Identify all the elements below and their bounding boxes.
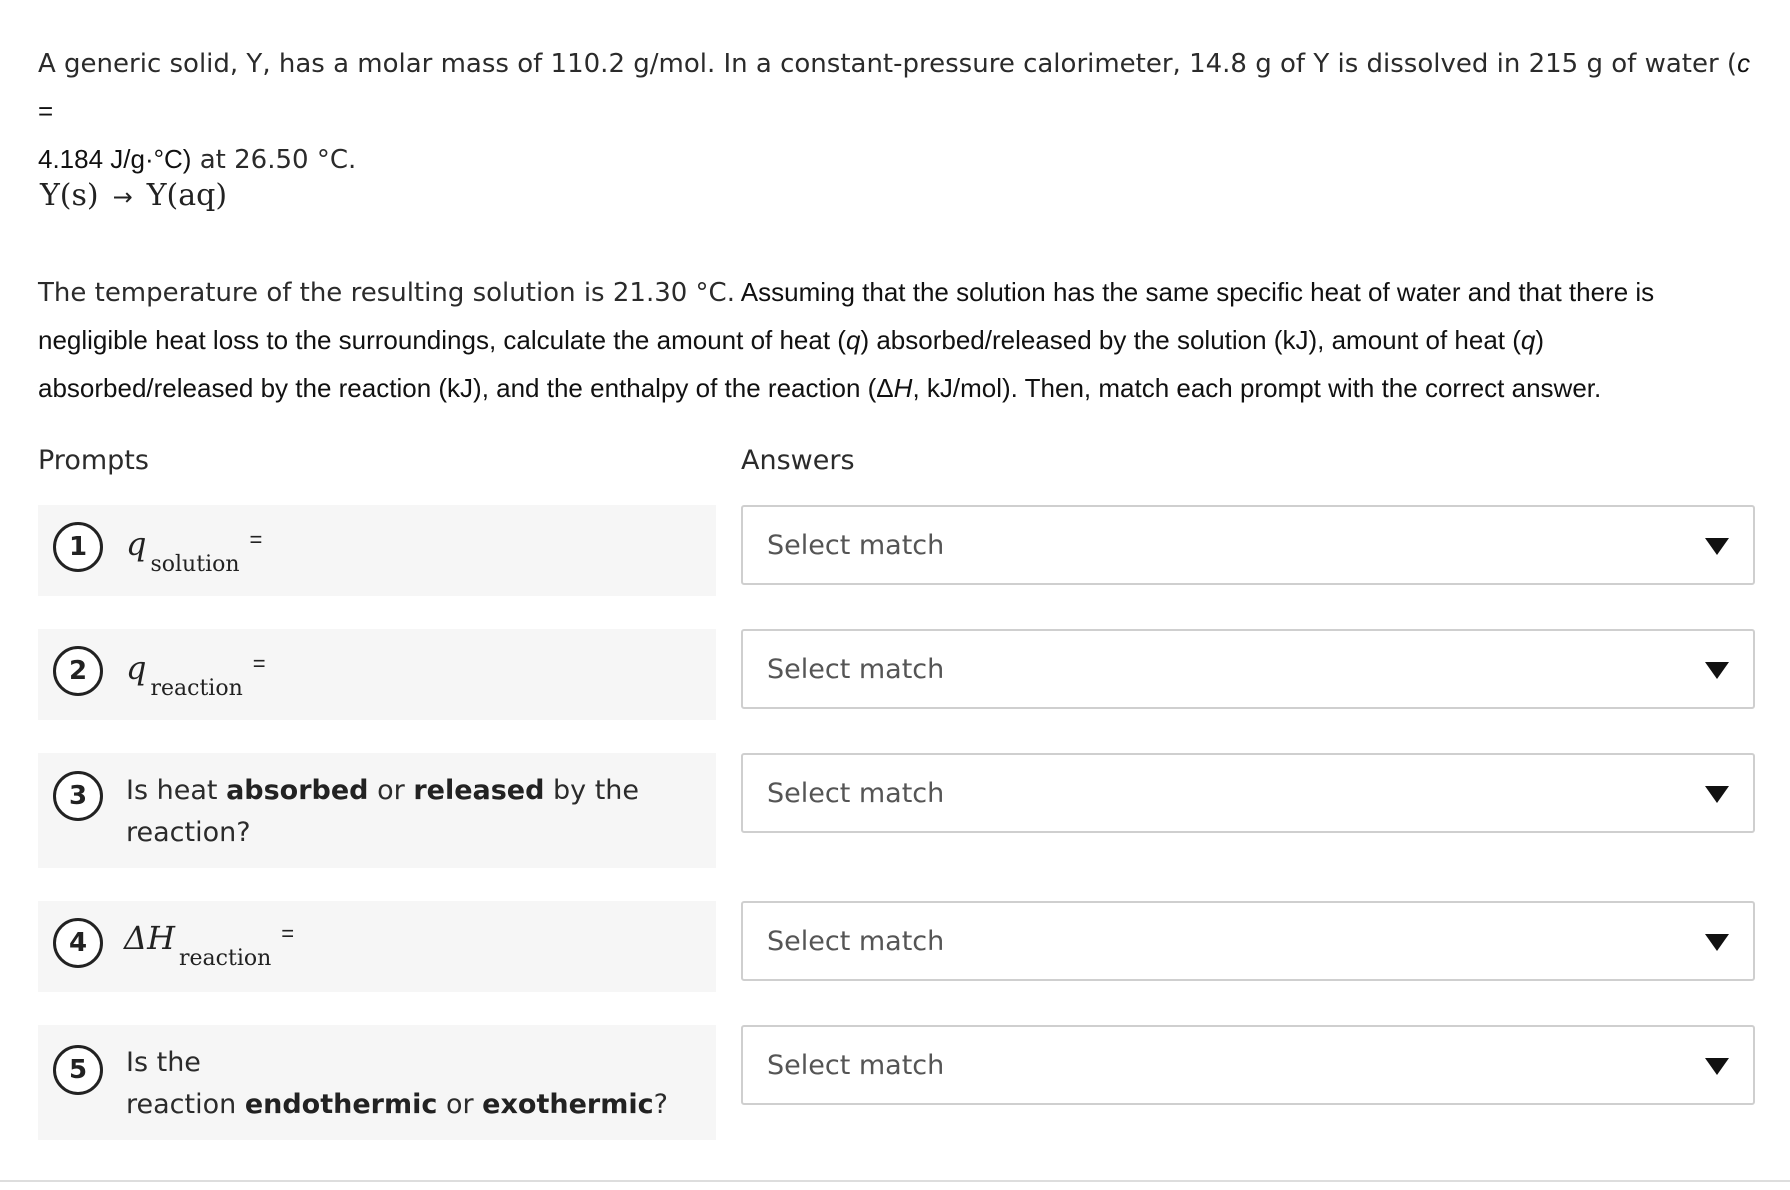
prompts-header: Prompts: [38, 445, 149, 476]
subscript: solution: [150, 552, 240, 577]
caret-down-icon: [1705, 538, 1729, 555]
enthalpy-symbol: H: [893, 373, 913, 403]
heat-symbol: q: [1520, 325, 1536, 355]
specific-heat-value: 4.184 J/g·°C): [38, 144, 192, 174]
equals-sign: =: [249, 527, 263, 552]
select-placeholder: Select match: [767, 653, 945, 685]
question-paragraph-2: [38, 269, 1758, 413]
select-placeholder: Select match: [767, 777, 945, 809]
bottom-divider: [0, 1180, 1790, 1182]
prompt-bold-text: released: [413, 775, 545, 806]
question-text-part: A generic solid, Y, has a molar mass of 110.2 g/mol. In a constant-pressure calorimeter, 14.8 g of Y is dissolved in 215 g of water (: [38, 49, 1738, 79]
heat-symbol: q: [845, 325, 861, 355]
select-placeholder: Select match: [767, 925, 945, 957]
caret-down-icon: [1705, 786, 1729, 803]
prompt-bold-text: absorbed: [226, 775, 369, 806]
equation-product: Y(aq): [146, 178, 228, 213]
prompt-text: Is heat: [126, 775, 227, 806]
caret-down-icon: [1705, 934, 1729, 951]
prompt-number-badge: 4: [53, 918, 103, 968]
prompt-3: [38, 753, 716, 868]
answer-select-5[interactable]: [741, 1025, 1755, 1105]
prompt-1: [38, 505, 716, 596]
select-placeholder: Select match: [767, 529, 945, 561]
question-text: [38, 40, 1758, 184]
prompt-5-text: [126, 1042, 668, 1126]
heat-symbol: q: [126, 525, 147, 563]
question-text-part: at 26.50 °C.: [191, 145, 357, 175]
answers-header: Answers: [741, 445, 855, 476]
prompt-number-badge: 3: [53, 771, 103, 821]
question-text-part: , kJ/mol). Then, match each prompt with the correct answer.: [912, 373, 1602, 403]
subscript: reaction: [150, 676, 243, 701]
equation-reactant: Y(s): [40, 178, 99, 213]
select-placeholder: Select match: [767, 1049, 945, 1081]
question-paragraph-1: [38, 40, 1758, 184]
prompt-1-expression: [126, 525, 263, 577]
prompt-5: [38, 1025, 716, 1140]
prompt-bold-text: endothermic: [244, 1089, 438, 1120]
prompt-text: reaction?: [126, 817, 251, 848]
question-text-part: Assuming that the solution has the same specific heat of water and that there is negligible heat loss to the surroundings, calculate the amount of heat (: [38, 277, 1655, 355]
question-text-part: =: [38, 96, 54, 126]
question-text-part: The temperature of the resulting solution is 21.30 °C.: [38, 278, 735, 308]
heat-symbol: q: [126, 649, 147, 687]
question-text-part: ) absorbed/released by the reaction (kJ), and the enthalpy of the reaction (Δ: [38, 325, 1545, 403]
answer-select-3[interactable]: [741, 753, 1755, 833]
prompt-text: or: [437, 1089, 483, 1120]
prompt-bold-text: exothermic: [482, 1089, 654, 1120]
prompt-number-badge: 5: [53, 1045, 103, 1095]
question-paragraph-2-text: [38, 269, 1758, 413]
prompt-text: by the: [544, 775, 640, 806]
enthalpy-symbol: ΔH: [124, 919, 176, 957]
prompt-3-text: [126, 770, 639, 854]
specific-heat-symbol: c: [1737, 48, 1751, 78]
answer-select-2[interactable]: [741, 629, 1755, 709]
question-text-part: ) absorbed/released by the solution (kJ), amount of heat (: [860, 325, 1521, 355]
answer-select-4[interactable]: [741, 901, 1755, 981]
reaction-arrow-icon: →: [112, 183, 133, 211]
prompt-4: [38, 901, 716, 992]
prompt-number-badge: 1: [53, 522, 103, 572]
subscript: reaction: [179, 946, 272, 971]
prompt-number-badge: 2: [53, 646, 103, 696]
reaction-equation: [40, 178, 227, 213]
prompt-text: ?: [653, 1089, 668, 1120]
prompt-2: [38, 629, 716, 720]
prompt-text: or: [368, 775, 414, 806]
caret-down-icon: [1705, 1058, 1729, 1075]
prompt-text: Is the: [126, 1047, 201, 1078]
prompt-2-expression: [126, 649, 266, 701]
equals-sign: =: [252, 651, 266, 676]
prompt-4-expression: [124, 919, 295, 971]
caret-down-icon: [1705, 662, 1729, 679]
prompt-text: reaction: [126, 1089, 245, 1120]
equals-sign: =: [281, 921, 295, 946]
answer-select-1[interactable]: [741, 505, 1755, 585]
